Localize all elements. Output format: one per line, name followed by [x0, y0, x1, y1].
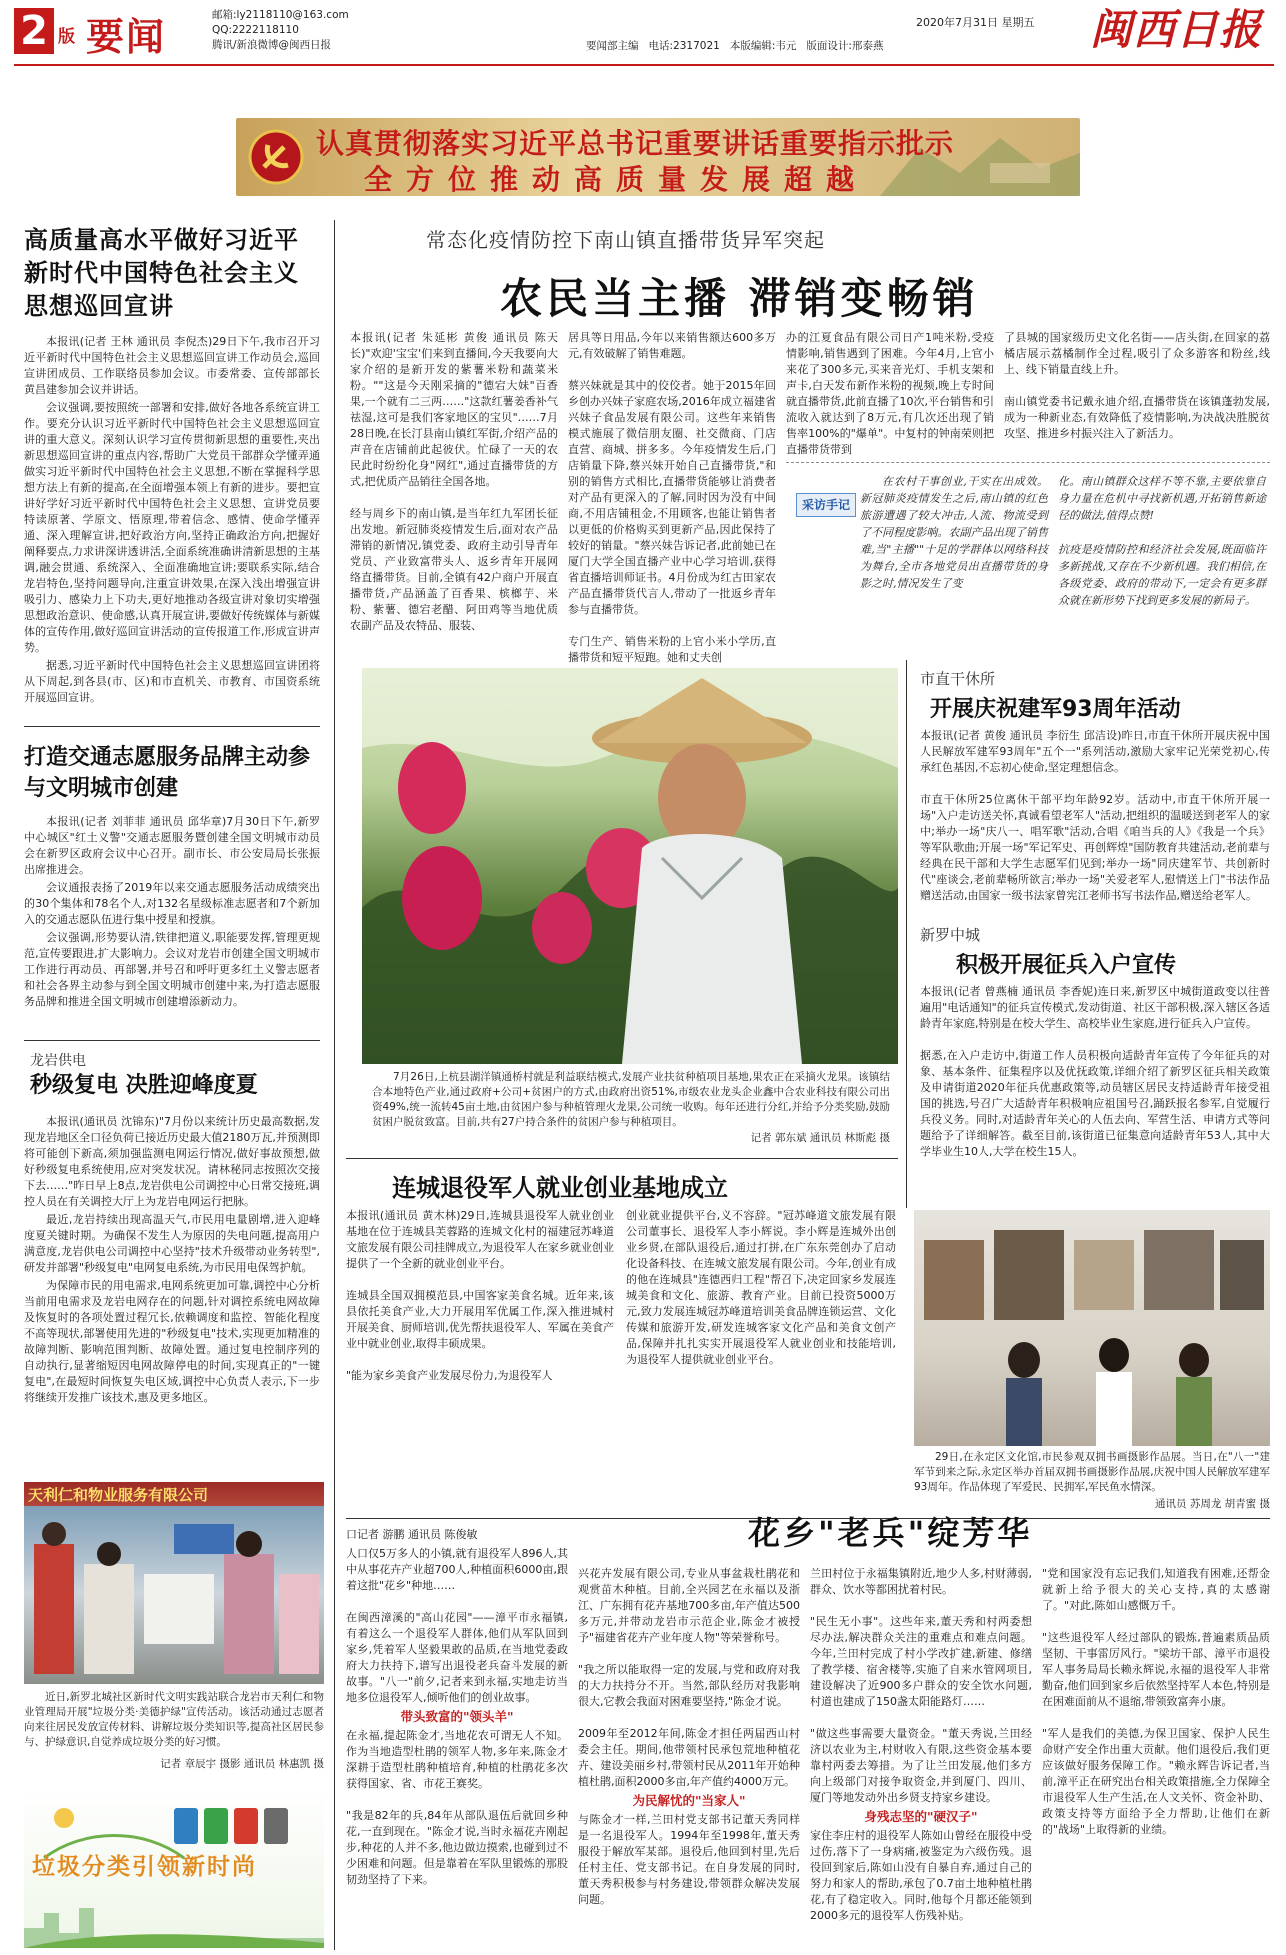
feature-subhead-3: 身残志坚的"硬汉子"	[864, 1809, 978, 1824]
column-divider-left	[334, 220, 335, 1950]
feature-col1b-text: 在永福,提起陈金才,当地花农可谓无人不知。作为当地造型杜鹃的领军人物,多年来,陈金才深耕于造型杜鹃种植培育,种植的杜鹃花多次获得国家、省、市花王赛奖。 "我是82年的兵,84年从部队退伍后就回乡种花,一直到现在。"陈金才说,当时永福花卉刚起步,种花的人并不多,他边做边摸索,也碰到过不少困难和问题。但是靠着在军队里锻炼的那股韧劲坚持了下来。	[346, 1729, 568, 1886]
lead-subtitle: 常态化疫情防控下南山镇直播带货异军突起	[426, 228, 825, 252]
page-unit: 版	[58, 27, 75, 47]
lead-column-2: 居具等日用品,今年以来销售额达600多万元,有效破解了销售难题。 蔡兴妹就是其中的佼佼者。她于2015年回乡创办兴妹子家庭农场,2016年成立福建省兴妹子食品发展有限公司。这些年来销售模式施展了微信朋友圈、社交微商、门店直营、商城、拼多多。今年疫情发生后,门店销量下降,蔡兴妹开始自己直播带货,"和别的销售方式相比,直播带货能够让消费者对产品有更深入的了解,同时因为没有中间商,不用店铺租金,不用顾客,也能让销售者以更低的价格购买到更新产品,因此保持了较好的销量。"蔡兴妹告诉记者,此前她已在厦门大学全国直播产业中心学习培训,获得省直播培训师证书。4月份成为红古田家农产品直播带货代言人,带动了一批返乡青年参与直播带货。 专门生产、销售米粉的上官小米小学历,直播带货和短平短跑。她和丈夫创	[568, 331, 776, 664]
feature-col3-text: 兰田村位于永福集镇附近,地少人多,村财薄弱,群众、饮水等都困扰着村民。 "民生无小事"。这些年来,董天秀和村两委想尽办法,解决群众关注的重难点和难点问题。今年,兰田村完成了村小学改扩建,新建、修缮了教学楼、宿舍楼等,实施了自来水管网项目,建设解决了近900多户群众的安全饮水问题,村道也建成了150盏太阳能路灯…… "做这些事需要大量资金。"董天秀说,兰田经济以农业为主,村财收入有限,这些资金基本要靠村两委去筹措。为了让兰田发展,他们多方向上级部门对接争取资金,并到厦门、四川、厦门等地发动外出乡贤支持家乡建设。	[810, 1567, 1032, 1804]
lead-column-3: 办的江夏食品有限公司日产1吨米粉,受疫情影响,销售遇到了困难。今年4月,上官小来花了300多元,买来音光灯、手机支架和声卡,白天发布新作米粉的视频,晚上专时间就直播带货,此前直播了10次,平台销售和引流收入就达到了8万元,有几次还出现了销售率100%的"爆单"。中复村的钟南荣则把直播带货带到	[786, 331, 994, 456]
masthead-editor: 本版编辑:韦元	[729, 40, 797, 52]
article1-paragraph: 据悉,习近平新时代中国特色社会主义思想巡回宣讲团将从下周起,到各县(市、区)和市直机关、市教育、市国资系统开展巡回宣讲。	[24, 659, 320, 704]
garbage-photo-caption: 近日,新罗北城社区新时代文明实践站联合龙岩市天利仁和物业管理局开展"垃圾分类·美德护绿"宣传活动。该活动通过志愿者向来往居民发放宣传材料、讲解垃圾分类知识等,提高社区居民参与、护绿意识,自觉养成垃圾分类的好习惯。	[24, 1691, 324, 1748]
dragonfruit-scene	[362, 668, 898, 1064]
article2-title: 打造交通志愿服务品牌主动参与文明城市创建	[24, 745, 311, 801]
masthead-phone: 电话:2317021	[648, 40, 720, 52]
banner-line-1: 认真贯彻落实习近平总书记重要讲话重要指示批示	[316, 127, 955, 160]
masthead-weibo: 腾讯/新浪微博@闽西日报	[212, 39, 332, 51]
employment-col-1: 本报讯(通讯员 黄木林)29日,连城县退役军人就业创业基地在位于连城县芙蓉路的连城文化村的福建冠苏峰道文旅发展有限公司挂牌成立,为退役军人在家乡就业创业提供了一个全新的就业创业平台。 连城县全国双拥模范县,中国客家美食名城。近年来,该县依托美食产业,大力开展用军优属工作,深入推进城村开展美食、厨师培训,优先帮扶退役军人、军属在美食产业中就业创业,取得丰硕成果。 "能为家乡美食产业发展尽份力,为退役军人	[346, 1209, 614, 1382]
article1-paragraph: 会议强调,要按照统一部署和安排,做好各地各系统宣讲工作。要充分认识习近平新时代中国特色社会主义思想巡回宣讲的重大意义。深刻认识学习宣传贯彻新思想的重要性,夹出新思想巡回宣讲的重点内容,帮助广大党员干部群众学懂弄通做实习近平新时代中国特色社会主义思想,不断在掌握科学思想方法上有新的提高,在全面增强本领上有新的进步。要把宣讲好学好习近平新时代中国特色社会主义思想、宣讲党员要特读原著、学原文、悟原理,带着信念、感情、使命学懂弄通、深入理解宣讲,把好政治方向,坚持正确政治方向,把握好阐释要点,力求讲深讲透讲活,全面系统准确讲清新思想的主基调,融会贯通、系统深入、全面准确地宣讲;要联系实际,结合龙岩特色,坚持问题导向,注重宣讲效果,在深入浅出增强宣讲吸引力、感染力上下功夫,更好地推动各级宣讲对象切实增强思想政治意识、使命感,认真开展宣讲,要做好传统媒体与新媒体的宣传作用,做好巡回宣讲活动的宣传报道工作,形成宣讲声势。	[24, 401, 320, 654]
article3-paragraph: 为保障市民的用电需求,电网系统更加可靠,调控中心分析当前用电需求及龙岩电网存在的问题,针对调控系统电网故障及恢复时的各项处置过程冗长,依赖调度和监控、智能化程度不高等现状,部署使用先进的"秒级复电"技术,实现更加精准的故障判断、影响范围判断、故障处置。通过复电控制序列的自动执行,显著缩短因电网故障停电的时间,实现真正的"一键复电",在最短时间恢复失电区域,调控中心负责人表示,下一步将继续开发推广该技术,惠及更多地区。	[24, 1279, 320, 1404]
divider	[24, 726, 320, 727]
dragonfruit-harvest-photo	[362, 668, 898, 1064]
article3-title: 秒级复电 决胜迎峰度夏	[30, 1073, 258, 1098]
masthead-staff	[586, 38, 883, 53]
feature-subhead-1: 带头致富的"领头羊"	[400, 1709, 514, 1724]
masthead-email: 邮箱:ly2118110@163.com	[212, 9, 349, 21]
lead-column-4: 了县城的国家级历史文化名街——店头街,在回家的荔橘店展示荔橘制作全过程,吸引了众多游客和粉丝,线上、线下销量直线上升。 南山镇党委书记戴永迪介绍,直播带货在该镇蓬勃发展,成为一种新业态,有效降低了疫情影响,为决战决胜脱贫攻坚、推进乡村振兴注入了新活力。	[1004, 331, 1270, 440]
article3-body	[24, 1114, 320, 1470]
feature-col1-text: 人口仅5万多人的小镇,就有退役军人896人,其中从事花卉产业超700人,种植面积6000亩,跟着这批"花乡"种地…… 在闽西漳溪的"高山花园"——漳平市永福镇,有着这么一个退役军人群体,他们从军队回到家乡,凭着军人坚毅果敢的品质,在当地党委政府大力扶持下,谱写出退役老兵奋斗发展的新故事。"八一"前夕,记者来到永福,实地走访当地多位退役军人,倾听他们的创业故事。	[346, 1547, 568, 1704]
article2-paragraph: 本报讯(记者 刘菲菲 通讯员 邱华章)7月30日下午,新罗中心城区"红土义警"交通志愿服务暨创建全国文明城市动员会在新罗区政府会议中心召开。副市长、市公安局局长张振出席推进会。	[24, 815, 320, 876]
exhibition-scene	[914, 1210, 1270, 1446]
interview-notes-label-text: 采访手记	[801, 498, 850, 512]
feature-col-2	[578, 1566, 800, 1950]
exhibition-caption: 29日,在永定区文化馆,市民参观双拥书画摄影作品展。当日,在"八一"建军节到来之际,永定区举办首届双拥书画摄影作品展,庆祝中国人民解放军建军93周年。作品体现了军爱民、民拥军,军民鱼水情深。	[914, 1451, 1270, 1493]
lead-title: 农民当主播 滞销变畅销	[500, 274, 979, 323]
exhibition-photo	[914, 1210, 1270, 1446]
feature-title: 花乡"老兵"绽芳华	[748, 1514, 1033, 1552]
veterans1-body: 本报讯(记者 黄俊 通讯员 李衍生 邱洁设)昨日,市直干休所开展庆祝中国人民解放军建军93周年"五个一"系列活动,激励大家牢记光荣党初心,传承红色基因,不忘初心使命,坚定理想信念。 市直干休所25位离休干部平均年龄92岁。活动中,市直干休所开展一场"入户走访送关怀,真诚看望老军人"活动,把组织的温暖送到老军人的家中;举办一场"庆八一、唱军歌"活动,合唱《咱当兵的人》《我是一个兵》等军队歌曲;开展一场"军记军史、再创辉煌"国防教育共建活动,老前辈与经典在民干部和大学生志愿军们见到;举办一场"同庆建军节、共创新时代"座谈会,老前辈畅所欲言;举办一场"关爱老军人,慰情送上门"书法作品赠送活动,由国家一级书法家曾宪江老师书写书法作品,赠送给老军人。	[920, 729, 1270, 902]
veterans1-title: 开展庆祝建军93周年活动	[930, 697, 1181, 722]
feature-col3b-text: 家住李庄村的退役军人陈如山曾经在服役中受过伤,落下了一身病痛,被鉴定为六级伤残。退役回到家后,陈如山没有自暴自弃,通过自己的努力和家人的帮助,承包了0.7亩土地种植杜鹃花,有了稳定收入。同时,他每个月都还能领到2000多元的退役军人伤残补贴。	[810, 1829, 1032, 1922]
interview-notes-col-1: 在农村干事创业,干实在出成效。新冠肺炎疫情发生之后,南山镇的红色旅游遭遇了较大冲击,人流、物流受到了不同程度影响。农副产品出现了销售难,当"主播""十足的学群体以网络科技为舞台,全市各地党员出直播带货的身影之时,情况发生了变	[860, 475, 1048, 590]
top-banner	[236, 118, 1080, 196]
lead-column-1: 本报讯(记者 朱延彬 黄俊 通讯员 陈天长)"欢迎'宝宝'们来到直播间,今天我要向大家介绍的是新开发的紫薯米粉和蔬菜米粉。""这是今天刚采摘的"德宕大妹"百香果,一个就有二三两……"这款红薯姜香补气祛湿,这可是我们客家地区的宝贝"……7月28日晚,在长汀县南山镇红军街,介绍产品的声音在店铺前此起彼伏。忙碌了一天的农民此时纷纷化身"网红",通过直播带货的方式,把优质产品销往全国各地。 经与周乡下的南山镇,是当年红九军团长征出发地。新冠肺炎疫情发生后,面对农产品滞销的新情况,镇党委、政府主动引导青年党员、产业致富带头人、返乡青年开展网络直播带货。目前,全镇有42户商户开展直播带货,产品涵盖了百香果、槟榔芋、米粉、紫薯、德宕老醋、阿田鸡等当地优质农副产品及农特品、服装、	[350, 331, 558, 632]
veterans1-kicker: 市直干休所	[920, 670, 996, 688]
photo-sign: 天利仁和物业服务有限公司	[28, 1486, 209, 1504]
employment-title: 连城退役军人就业创业基地成立	[392, 1174, 728, 1202]
article1-title: 高质量高水平做好习近平新时代中国特色社会主义思想巡回宣讲	[24, 226, 299, 320]
feature-col-3	[810, 1566, 1032, 1950]
interview-notes-box	[786, 462, 1270, 651]
column-divider-right	[906, 660, 907, 1208]
banner-line-2: 全方位推动高质量发展超越	[363, 163, 868, 196]
recruit-body: 本报讯(记者 曾燕楠 通讯员 李香妮)连日来,新罗区中城街道政变以往普遍用"电话通知"的征兵宣传模式,发动街道、社区干部积极,深入辖区各适龄青年家庭,特别是在校大学生、高校毕业生家庭,进行征兵入户宣传。 据悉,在入户走访中,街道工作人员积极向适龄青年宣传了今年征兵的对象、基本条件、征集程序以及优抚政策,详细介绍了新罗区征兵相关政策及申请街道2020年征兵优惠政策等,动员辖区居民支持适龄青年接受祖国的挑选,号召广大适龄青年积极响应祖国号召,踊跃报名参军,自觉履行兵役义务。同时,对适龄青年关心的人伍去向、军营生活、申请方式等问题给予了详细解答。截至目前,该街道已征集意向适龄青年53人,其中大学毕业生10人,大学在校生15人。	[920, 985, 1270, 1158]
article3-paragraph: 最近,龙岩持续出现高温天气,市民用电量剧增,进入迎峰度夏关键时期。为确保不发生人为原因的失电问题,提高用户满意度,龙岩供电公司调控中心坚持"技术升级带动业务转型",研发并部署"秒级复电"电网复电系统,为市民用电保驾护航。	[24, 1213, 320, 1274]
feature-col2b-text: 与陈金才一样,兰田村党支部书记董天秀同样是一名退役军人。1994年至1998年,董天秀服役于解放军某部。退役后,他回到村里,先后任村主任、党支部书记。在自身发展的同时,董天秀积极参与村务建设,带领群众解决发展问题。	[578, 1813, 800, 1906]
feature-col2-text: 兴花卉发展有限公司,专业从事盆栽杜鹃花和观赏苗木种植。目前,全兴园艺在永福以及浙江、广东拥有花卉基地700多亩,年产值达500多万元,并带动龙岩市示范企业,陈金才被授予"福建省花卉产业年度人物"等荣誉称号。 "我之所以能取得一定的发展,与党和政府对我的大力扶持分不开。当然,部队经历对我影响很大,它教会我面对困难要坚持,"陈金才说。 2009年至2012年间,陈金才担任两届西山村委会主任。期间,他带领村民承包荒地种植花卉、建设美丽乡村,带领村民从2011年开始种植杜鹃,面积2000多亩,年产值约4000万元。	[578, 1567, 800, 1788]
feature-col-4: "党和国家没有忘记我们,知道我有困难,还帮金就新上给予很大的关心支持,真的太感谢了。"对此,陈如山感慨万千。 "这些退役军人经过部队的锻炼,普遍素质品质坚韧、干事雷厉风行。"梁坊干部、漳平市退役军人事务局局长赖永辉说,永福的退役军人非常勤奋,他们回到家乡后依然坚持军人本色,特别是在困难面前从不退缩,带领致富奔小康。 "军人是我们的美德,为保卫国家、保护人民生命财产安全作出重大贡献。他们退役后,我们更应该做好服务保障工作。"赖永辉告诉记者,当前,漳平正在研究出台相关政策措施,全力保障全市退役军人生产生活,在人文关怀、资金补助、政策支持等方面给予全力帮助,让他们在新的"战场"上取得新的业绩。	[1042, 1567, 1270, 1836]
garbage-sorting-photo	[24, 1482, 324, 1684]
section-title: 要闻	[86, 15, 167, 59]
recruit-kicker: 新罗中城	[920, 926, 981, 944]
article2-paragraph: 会议强调,形势要认清,铁律把道义,职能要发挥,管理更规范,宣传要跟进,扩大影响力。会议对龙岩市创建全国文明城市工作进行再动员、再部署,并号召和呼吁更多红土义警志愿者和社会各界主动参与到全国文明城市创建中来,为打造志愿服务品牌和推进全国文明城市创建增添新动力。	[24, 931, 320, 1008]
divider	[346, 1158, 898, 1159]
masthead-editor-in-chief: 要闻部主编	[586, 40, 639, 52]
masthead-qq: QQ:2222118110	[212, 24, 299, 36]
dragonfruit-caption: 7月26日,上杭县湖洋镇通桥村就是利益联结模式,发展产业扶贫种植项目基地,果农正在采摘火龙果。该镇结合本地特色产业,通过政府+公司+贫困户的方式,由政府出资51%,市级农业龙头企业鑫中合农业科技有限公司出资49%,统一流转45亩土地,由贫困户参与种植管理火龙果,公司统一收购。每年还进行分红,并给予分类奖励,鼓励贫困户脱贫致富。目前,共有27户持合条件的贫困户参与种植项目。	[372, 1071, 890, 1128]
divider	[24, 1040, 320, 1041]
garbage-banner-text: 垃圾分类引领新时尚	[32, 1854, 257, 1880]
interview-notes-label	[796, 493, 856, 517]
paper-logo	[1090, 2, 1274, 58]
masthead-designer: 版面设计:邢泰燕	[806, 40, 884, 52]
exhibition-byline: 通讯员 苏周龙 胡青蜜 摄	[1154, 1498, 1270, 1510]
recruit-title: 积极开展征兵入户宣传	[956, 953, 1177, 978]
masthead-rule	[14, 64, 1274, 66]
volunteers-scene	[24, 1504, 324, 1684]
employment-col-2: 创业就业提供平台,义不容辞。"冠苏峰道文旅发展有限公司董事长、退役军人李小辉说。李小辉是连城外出创业乡贤,在部队退役后,通过打拼,在广东东莞创办了启动化设备科技、在连城文旅发展有限公司。今年,创业有成的他在连城县"连德西归工程"帮召下,决定回家乡发展连城美食和文化、旅游、教育产业。目前已投资5000万元,致力发展连城冠苏峰道培训美食品牌连锁运营、文化传媒和旅游开发,研发连城客家文化产品和美食文创产品,保障并扎扎实实开展退役军人就业创业和技能培训,为退役军人提供就业创业平台。	[626, 1209, 896, 1366]
garbage-sorting-banner	[24, 1788, 324, 1948]
city-skyline-decoration	[24, 1888, 324, 1948]
article2-body	[24, 814, 320, 1026]
page-number-badge: 2	[14, 8, 54, 54]
feature-subhead-2: 为民解忧的"当家人"	[632, 1793, 746, 1808]
article2-paragraph: 会议通报表扬了2019年以来交通志愿服务活动成绩突出的30个集体和78名个人,对132名星级标准志愿者和7个新加入的交通志愿队伍进行集中授星和授旗。	[24, 881, 320, 926]
article1-paragraph: 本报讯(记者 王林 通讯员 李倪杰)29日下午,我市召开习近平新时代中国特色社会主义思想巡回宣讲工作动员会,巡回宣讲团成员、工作联络员参加会议。市委常委、宣传部部长黄昌建参加会议并讲话。	[24, 335, 320, 396]
interview-notes-col-2: 化。南山镇群众这样不等不靠,主要依靠自身力量在危机中寻找新机遇,开拓销售新途径的做法,值得点赞! 抗疫是疫情防控和经济社会发展,既面临许多新挑战,又存在不少新机遇。我们相信,在各级党委、政府的带动下,一定会有更多群众就在新形势下找到更多发展的新局子。	[1058, 475, 1266, 607]
paper-logo-text: 闽西日报	[1090, 5, 1263, 54]
article1-body	[24, 334, 320, 704]
feature-col-1	[346, 1546, 568, 1950]
feature-byline: 口记者 游鹏 通讯员 陈俊敏	[346, 1528, 478, 1541]
masthead-date: 2020年7月31日 星期五	[916, 16, 1035, 29]
article3-kicker: 龙岩供电	[30, 1053, 86, 1069]
masthead-contact	[212, 8, 349, 53]
garbage-photo-byline: 记者 章辰宇 摄影 通讯员 林惠凯 摄	[160, 1758, 324, 1770]
article3-paragraph: 本报讯(通讯员 沈锦东)"7月份以来统计历史最高数据,发现龙岩地区全口径负荷已接近历史最大值2180万瓦,并预测即将可能创下新高,须加强监测电网运行情况,做好事故预想,做好秒级复电系统使用,应对突发状况。请林秘同志按照次交接下去……"昨日早上8点,龙岩供电公司调控中心日常交接班,调控人员在有关调控大厅上为龙岩电网运行把脉。	[24, 1115, 320, 1208]
dragonfruit-byline: 记者 郭东斌 通讯员 林斯彪 摄	[750, 1132, 890, 1144]
